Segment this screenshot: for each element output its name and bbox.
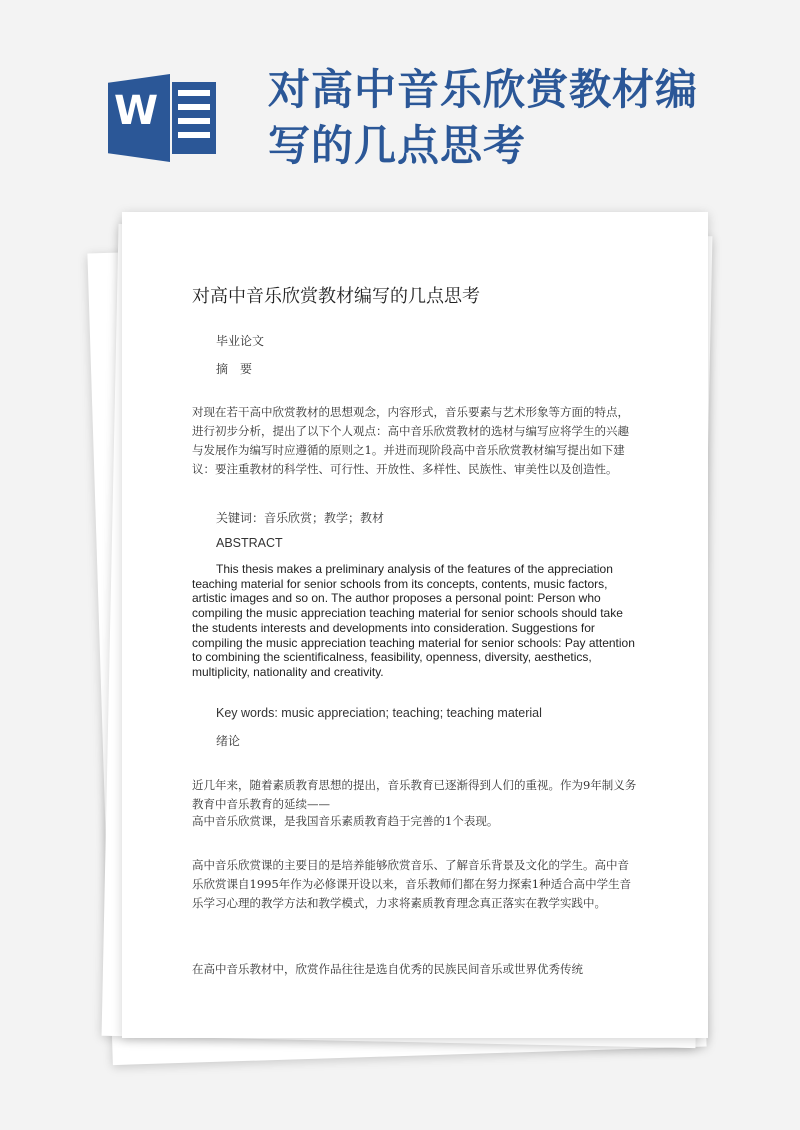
page-title [268,62,748,174]
document-page [122,212,708,1038]
page-title-line1: 对高中音乐欣赏教材编 [268,65,699,114]
abstract-en: This thesis makes a preliminary analysis of the features of the appreciation teaching material for senior schools from its concepts, contents, music factors, artistic images and so on. The author proposes a personal point: Person who compiling the music appreciation teaching material for senior schools should take the students interests and developments into consideration. Suggestions for compiling the music appreciation teaching material for senior schools: Pay attention to combining the scientificalness, feasibility, openness, diversity, aesthetics, multiplicity, nationality and creativity. [192,562,635,679]
word-icon-lines [172,82,216,154]
paragraph-1: 近几年来，随着素质教育思想的提出，音乐教育已逐渐得到人们的重视。作为9年制义务教育中音乐教育的延续—— [192,778,637,811]
paragraph-3: 在高中音乐教材中，欣赏作品往往是选自优秀的民族民间音乐或世界优秀传统 [192,962,583,976]
abstract-en-heading: ABSTRACT [216,536,283,550]
abstract-heading: 摘 要 [216,362,253,376]
document-category: 毕业论文 [216,334,265,348]
word-app-icon [108,74,216,162]
word-icon-letter: W [114,88,159,134]
keywords-cn: 关键词：音乐欣赏；教学；教材 [216,511,385,525]
abstract-cn: 对现在若干高中欣赏教材的思想观念，内容形式，音乐要素与艺术形象等方面的特点，进行初步分析，提出了以下个人观点：高中音乐欣赏教材的选材与编写应将学生的兴趣与发展作为编写时应遵循的原则之1。并进而现阶段高中音乐欣赏教材编写提出如下建议：要注重教材的科学性、可行性、开放性、多样性、民族性、审美性以及创造性。 [192,405,629,476]
intro-heading: 绪论 [216,734,241,748]
paragraph-1b: 高中音乐欣赏课，是我国音乐素质教育趋于完善的1个表现。 [192,814,499,828]
paragraph-2: 高中音乐欣赏课的主要目的是培养能够欣赏音乐、了解音乐背景及文化的学生。高中音乐欣赏课自1995年作为必修课开设以来，音乐教师们都在努力探索1种适合高中学生音乐学习心理的教学方法和教学模式，力求将素质教育理念真正落实在教学实践中。 [192,858,632,910]
keywords-en: Key words: music appreciation; teaching; teaching material [216,706,542,720]
document-title: 对高中音乐欣赏教材编写的几点思考 [192,286,480,307]
page-title-line2: 写的几点思考 [268,121,527,170]
